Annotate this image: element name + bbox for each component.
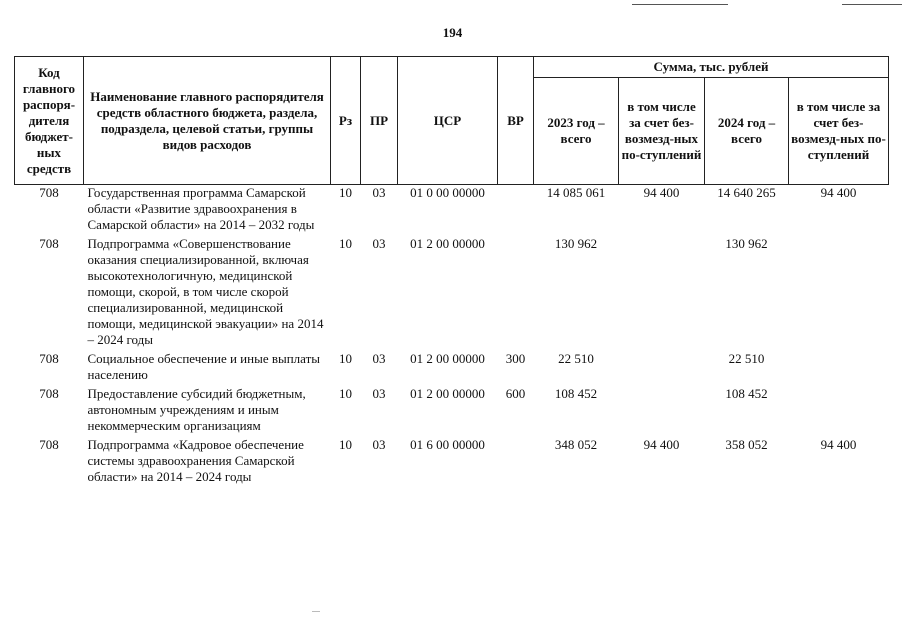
cell-2024-total: 22 510 — [728, 351, 765, 366]
cell-2023-total: 130 962 — [554, 236, 598, 251]
cell-code: 708 — [39, 236, 59, 251]
header-code: Код главного распоря-дителя бюджет-ных средств — [15, 57, 84, 185]
header-vr: ВР — [498, 57, 534, 185]
header-rz: Рз — [331, 57, 361, 185]
header-2024-grants: в том числе за счет без-возмезд-ных по-ступлений — [789, 78, 889, 185]
scan-line-left — [632, 4, 728, 5]
cell-pr: 03 — [372, 185, 386, 200]
cell-2024-grants: 94 400 — [820, 185, 857, 200]
scan-mark — [312, 611, 320, 612]
cell-rz: 10 — [339, 386, 352, 401]
cell-csr: 01 2 00 00000 — [410, 351, 485, 366]
cell-2023-total: 108 452 — [554, 386, 598, 401]
cell-csr: 01 2 00 00000 — [410, 236, 485, 251]
cell-2023-grants: 94 400 — [643, 185, 680, 200]
cell-rz: 10 — [339, 437, 352, 452]
cell-csr: 01 6 00 00000 — [410, 437, 485, 452]
cell-pr: 03 — [372, 236, 386, 251]
cell-2024-grants — [789, 236, 889, 351]
cell-code: 708 — [39, 185, 59, 200]
table-header — [15, 57, 889, 185]
cell-name: Социальное обеспечение и иные выплаты населению — [87, 351, 321, 382]
cell-2024-total: 358 052 — [725, 437, 768, 452]
cell-rz: 10 — [339, 351, 352, 366]
header-csr: ЦСР — [398, 57, 498, 185]
cell-vr: 600 — [505, 386, 526, 401]
budget-table — [14, 56, 889, 488]
cell-2023-grants: 94 400 — [643, 437, 680, 452]
cell-vr — [498, 236, 534, 351]
header-sum-group: Сумма, тыс. рублей — [534, 57, 889, 78]
cell-csr: 01 2 00 00000 — [410, 386, 485, 401]
cell-name: Подпрограмма «Кадровое обеспечение системы здравоохранения Самарской области» на 2014 – 2024 годы — [87, 437, 304, 484]
cell-2023-grants — [619, 386, 705, 437]
header-2023-grants: в том числе за счет без-возмезд-ных по-ступлений — [619, 78, 705, 185]
header-2024-total: 2024 год – всего — [705, 78, 789, 185]
table-row — [15, 185, 889, 237]
header-2023-total: 2023 год – всего — [534, 78, 619, 185]
cell-2024-total: 130 962 — [725, 236, 768, 251]
cell-code: 708 — [39, 351, 59, 366]
table-body — [15, 185, 889, 489]
cell-2023-grants — [619, 236, 705, 351]
cell-2024-grants: 94 400 — [820, 437, 857, 452]
scan-line-right — [842, 4, 902, 5]
cell-rz: 10 — [339, 236, 352, 251]
header-pr: ПР — [361, 57, 398, 185]
table-row — [15, 437, 889, 488]
cell-vr — [498, 437, 534, 488]
cell-pr: 03 — [372, 386, 386, 401]
cell-rz: 10 — [339, 185, 352, 200]
page-number: 194 — [442, 25, 463, 40]
cell-2024-total: 108 452 — [725, 386, 768, 401]
cell-2023-total: 348 052 — [554, 437, 598, 452]
cell-2024-total: 14 640 265 — [717, 185, 776, 200]
cell-pr: 03 — [372, 437, 386, 452]
cell-vr — [498, 185, 534, 237]
cell-vr: 300 — [505, 351, 526, 366]
cell-code: 708 — [39, 437, 59, 452]
cell-csr: 01 0 00 00000 — [410, 185, 485, 200]
cell-name: Подпрограмма «Совершенствование оказания специализированной, включая высокотехнологичную, медицинской помощи, скорой, в том числе скорой специализированной, медицинской помощи, медицинской эвакуации» на 2014 – 2024 годы — [87, 236, 324, 347]
cell-2023-total: 22 510 — [558, 351, 594, 366]
table-row — [15, 236, 889, 351]
table-row — [15, 386, 889, 437]
cell-code: 708 — [39, 386, 59, 401]
header-name: Наименование главного распорядителя средств областного бюджета, раздела, подраздела, целевой статьи, группы видов расходов — [84, 57, 331, 185]
cell-pr: 03 — [372, 351, 386, 366]
table-row — [15, 351, 889, 386]
cell-2024-grants — [789, 351, 889, 386]
cell-2023-grants — [619, 351, 705, 386]
cell-name: Предоставление субсидий бюджетным, автономным учреждениям и иным некоммерческим организациям — [87, 386, 306, 433]
cell-2024-grants — [789, 386, 889, 437]
cell-2023-total: 14 085 061 — [546, 185, 606, 200]
cell-name: Государственная программа Самарской области «Развитие здравоохранения в Самарской области» на 2014 – 2032 годы — [87, 185, 315, 232]
